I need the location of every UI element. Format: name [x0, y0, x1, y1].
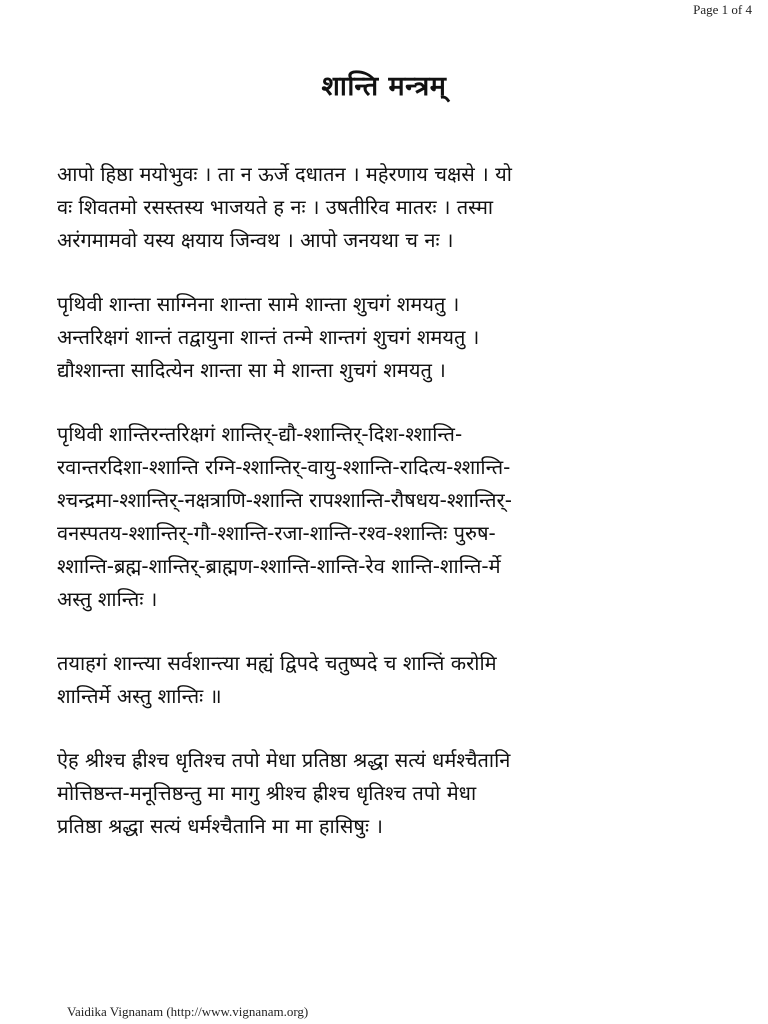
- verse-line: द्यौश्शान्ता सादित्येन शान्ता सा मे शान्ता शुचगं शमयतु ।: [57, 358, 446, 382]
- verse-line: अन्तरिक्षगं शान्तं तद्वायुना शान्तं तन्मे शान्तगं शुचगं शमयतु ।: [57, 325, 480, 349]
- verse-line: आपो हिष्ठा मयोभुवः । ता न ऊर्जे दधातन । महेरणाय चक्षसे । यो: [57, 162, 512, 186]
- verse-line: अरंगमामवो यस्य क्षयाय जिन्वथ । आपो जनयथा च नः ।: [57, 228, 454, 252]
- verse-line: पृथिवी शान्तिरन्तरिक्षगं शान्तिर्-द्यौ-श्शान्तिर्-दिश-श्शान्ति-: [57, 422, 463, 446]
- verse-line: शान्तिर्मे अस्तु शान्तिः ॥: [57, 684, 222, 708]
- stanza-2: [57, 288, 717, 387]
- verse-line: ऐह श्रीश्च ह्रीश्च धृतिश्च तपो मेधा प्रतिष्ठा श्रद्धा सत्यं धर्मश्चैतानि: [57, 748, 511, 772]
- verse-line: वः शिवतमो रसस्तस्य भाजयते ह नः । उषतीरिव मातरः । तस्मा: [57, 195, 494, 219]
- stanza-5: [57, 744, 717, 843]
- stanza-4: [57, 647, 717, 713]
- footer-source: Vaidika Vignanam (http://www.vignanam.org): [67, 1004, 309, 1019]
- document-title: शान्ति मन्त्रम्: [321, 71, 447, 102]
- verse-line: प्रतिष्ठा श्रद्धा सत्यं धर्मश्चैतानि मा मा हासिषुः ।: [57, 814, 383, 838]
- page-number: Page 1 of 4: [693, 2, 752, 17]
- verse-line: पृथिवी शान्ता साग्निना शान्ता सामे शान्ता शुचगं शमयतु ।: [57, 292, 460, 316]
- verse-line: श्चन्द्रमा-श्शान्तिर्-नक्षत्राणि-श्शान्ति रापश्शान्ति-रौषधय-श्शान्तिर्-: [57, 488, 512, 512]
- verse-line: मोत्तिष्ठन्त-मनूत्तिष्ठन्तु मा मागु श्रीश्च ह्रीश्च धृतिश्च तपो मेधा: [57, 781, 477, 805]
- verse-line: अस्तु शान्तिः ।: [57, 587, 158, 611]
- document-body: [57, 158, 717, 874]
- stanza-1: [57, 158, 717, 257]
- verse-line: रवान्तरदिशा-श्शान्ति रग्नि-श्शान्तिर्-वायु-श्शान्ति-रादित्य-श्शान्ति-: [57, 455, 511, 479]
- verse-line: श्शान्ति-ब्रह्म-शान्तिर्-ब्राह्मण-श्शान्ति-शान्ति-रेव शान्ति-शान्ति-र्मे: [57, 554, 501, 578]
- verse-line: वनस्पतय-श्शान्तिर्-गौ-श्शान्ति-रजा-शान्ति-रश्व-श्शान्तिः पुरुष-: [57, 521, 496, 545]
- verse-line: तयाहगं शान्त्या सर्वशान्त्या मह्यं द्विपदे चतुष्पदे च शान्तिं करोमि: [57, 651, 497, 675]
- stanza-3: [57, 418, 717, 616]
